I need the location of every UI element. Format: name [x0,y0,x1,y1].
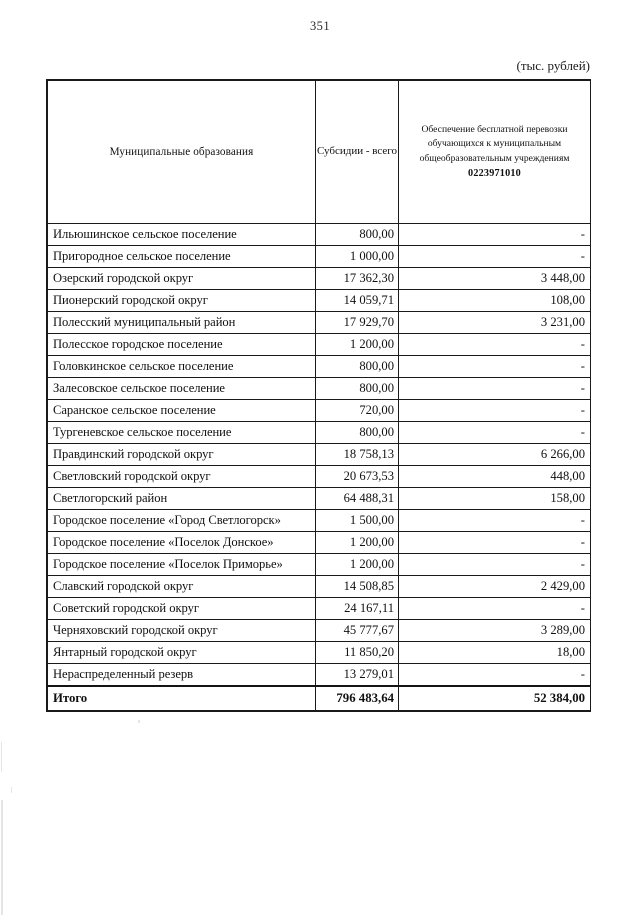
table-row [48,246,591,268]
column-header-subsidies-total: Субсидии - всего [316,81,399,224]
scan-artifact [1,800,3,915]
cell-subsidies-total: 800,00 [316,356,399,378]
cell-subsidies-total: 1 000,00 [316,246,399,268]
cell-subsidies-total: 800,00 [316,224,399,246]
cell-total-program: 52 384,00 [399,686,591,711]
table-row [48,356,591,378]
cell-program-amount: - [399,400,591,422]
cell-municipality-name: Светловский городской округ [48,466,316,488]
cell-program-amount: 3 448,00 [399,268,591,290]
cell-subsidies-total: 18 758,13 [316,444,399,466]
scan-artifact [138,720,140,723]
cell-subsidies-total: 1 200,00 [316,334,399,356]
cell-municipality-name: Пионерский городской округ [48,290,316,312]
cell-program-amount: - [399,378,591,400]
cell-municipality-name: Полесское городское поселение [48,334,316,356]
cell-subsidies-total: 24 167,11 [316,598,399,620]
column-header-program [399,81,591,224]
table-row [48,554,591,576]
table-row [48,466,591,488]
cell-subsidies-total: 17 929,70 [316,312,399,334]
cell-program-amount: 3 289,00 [399,620,591,642]
cell-program-amount: - [399,422,591,444]
units-caption: (тыс. рублей) [516,58,590,73]
cell-total-label: Итого [48,686,316,711]
cell-subsidies-total: 64 488,31 [316,488,399,510]
cell-program-amount: 3 231,00 [399,312,591,334]
scan-artifact [11,787,12,793]
cell-subsidies-total: 20 673,53 [316,466,399,488]
page-number: 351 [310,19,330,33]
cell-municipality-name: Озерский городской округ [48,268,316,290]
table-body [48,224,591,711]
scan-artifact [1,742,2,772]
cell-subsidies-total: 1 200,00 [316,554,399,576]
budget-table [47,80,591,711]
column-header-program-title: Обеспечение бесплатной перевозки обучающихся к муниципальным общеобразовательным учреждениям [419,123,570,164]
cell-municipality-name: Ильюшинское сельское поселение [48,224,316,246]
cell-program-amount: - [399,356,591,378]
cell-program-amount: - [399,532,591,554]
table-row [48,268,591,290]
cell-municipality-name: Нераспределенный резерв [48,664,316,686]
cell-municipality-name: Городское поселение «Поселок Донское» [48,532,316,554]
table-row [48,290,591,312]
cell-subsidies-total: 720,00 [316,400,399,422]
table-row [48,334,591,356]
cell-municipality-name: Советский городской округ [48,598,316,620]
cell-municipality-name: Пригородное сельское поселение [48,246,316,268]
cell-program-amount: 448,00 [399,466,591,488]
column-header-program-code: 0223971010 [468,167,521,179]
cell-subsidies-total: 45 777,67 [316,620,399,642]
cell-municipality-name: Черняховский городской округ [48,620,316,642]
cell-program-amount: - [399,664,591,686]
cell-municipality-name: Саранское сельское поселение [48,400,316,422]
table-row [48,378,591,400]
cell-subsidies-total: 11 850,20 [316,642,399,664]
budget-table-container [47,80,590,711]
table-row [48,532,591,554]
cell-municipality-name: Светлогорский район [48,488,316,510]
cell-program-amount: - [399,246,591,268]
cell-program-amount: - [399,598,591,620]
cell-program-amount: - [399,334,591,356]
cell-municipality-name: Правдинский городской округ [48,444,316,466]
table-row [48,312,591,334]
cell-municipality-name: Городское поселение «Поселок Приморье» [48,554,316,576]
table-row [48,664,591,686]
cell-subsidies-total: 1 500,00 [316,510,399,532]
cell-municipality-name: Городское поселение «Город Светлогорск» [48,510,316,532]
table-header-row [48,81,591,224]
cell-municipality-name: Залесовское сельское поселение [48,378,316,400]
table-row [48,642,591,664]
table-header [48,81,591,224]
cell-subsidies-total: 14 508,85 [316,576,399,598]
column-header-municipalities: Муниципальные образования [48,81,316,224]
table-row [48,444,591,466]
cell-subsidies-total: 1 200,00 [316,532,399,554]
cell-subsidies-total: 13 279,01 [316,664,399,686]
cell-program-amount: 108,00 [399,290,591,312]
table-row [48,620,591,642]
cell-municipality-name: Головкинское сельское поселение [48,356,316,378]
cell-municipality-name: Янтарный городской округ [48,642,316,664]
cell-subsidies-total: 14 059,71 [316,290,399,312]
table-row [48,400,591,422]
cell-municipality-name: Полесский муниципальный район [48,312,316,334]
cell-program-amount: 18,00 [399,642,591,664]
table-row [48,598,591,620]
cell-program-amount: - [399,224,591,246]
table-total-row [48,686,591,711]
table-row [48,224,591,246]
cell-subsidies-total: 800,00 [316,422,399,444]
table-row [48,422,591,444]
cell-program-amount: - [399,510,591,532]
table-row [48,510,591,532]
cell-program-amount: 158,00 [399,488,591,510]
cell-municipality-name: Славский городской округ [48,576,316,598]
cell-total-subsidies: 796 483,64 [316,686,399,711]
cell-program-amount: - [399,554,591,576]
cell-municipality-name: Тургеневское сельское поселение [48,422,316,444]
cell-subsidies-total: 800,00 [316,378,399,400]
cell-program-amount: 6 266,00 [399,444,591,466]
cell-subsidies-total: 17 362,30 [316,268,399,290]
table-row [48,488,591,510]
cell-program-amount: 2 429,00 [399,576,591,598]
table-row [48,576,591,598]
